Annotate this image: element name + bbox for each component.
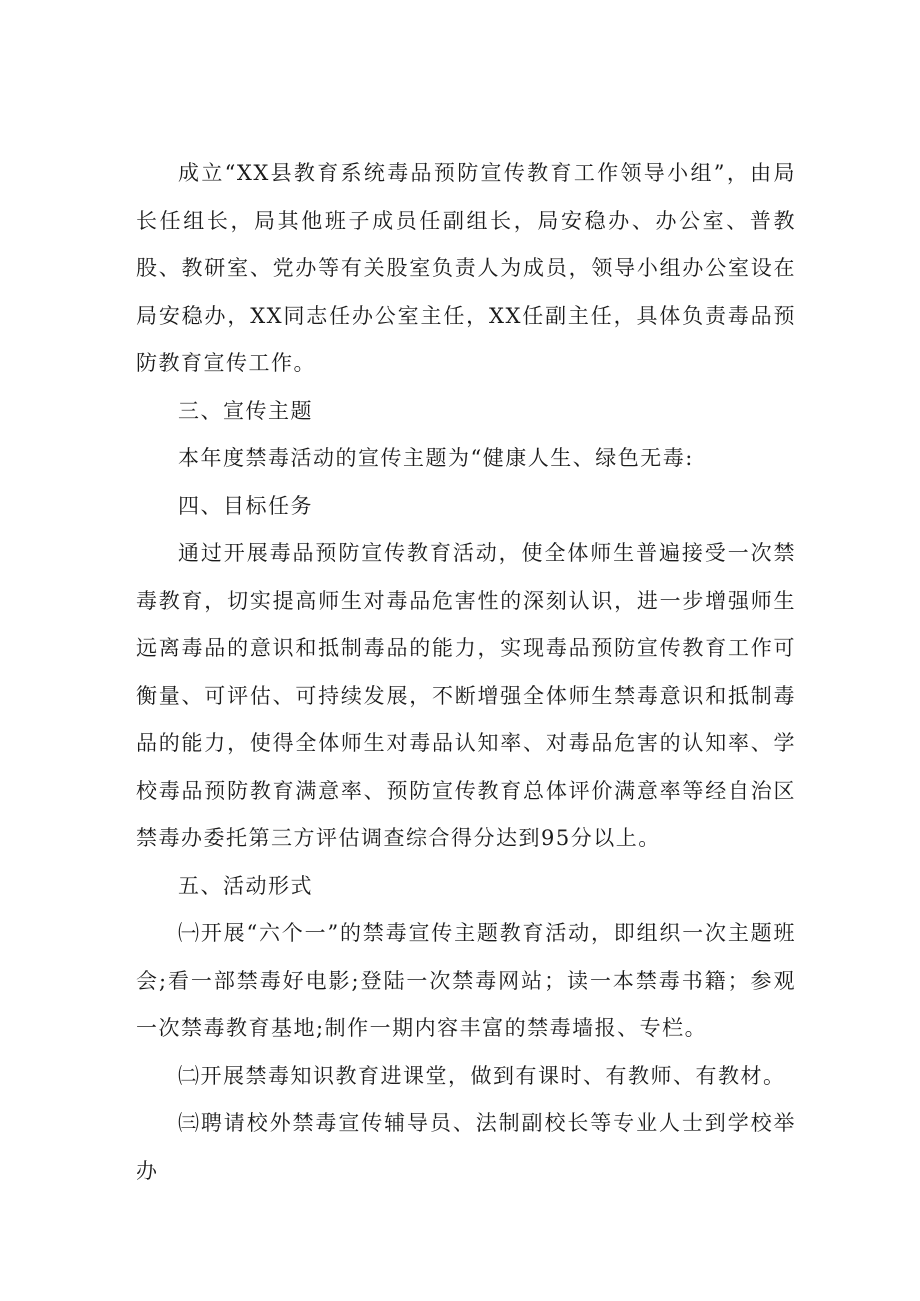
heading-publicity-theme: 三、宣传主题 xyxy=(178,398,313,423)
paragraph-activity-2: ㈡开展禁毒知识教育进课堂，做到有课时、有教师、有教材。 xyxy=(178,1063,786,1088)
heading-goals-tasks: 四、目标任务 xyxy=(178,493,313,518)
paragraph-activity-1: ㈠开展“六个一”的禁毒宣传主题教育活动，即组织一次主题班会;看一部禁毒好电影;登陆一次禁毒网站；读一本禁毒书籍；参观一次禁毒教育基地;制作一期内容丰富的禁毒墙报、专栏。 xyxy=(136,921,796,1040)
paragraph-goals: 通过开展毒品预防宣传教育活动，使全体师生普遍接受一次禁毒教育，切实提高师生对毒品危害性的深刻认识，进一步增强师生远离毒品的意识和抵制毒品的能力，实现毒品预防宣传教育工作可衡量、可评估、可持续发展，不断增强全体师生禁毒意识和抵制毒品的能力，使得全体师生对毒品认知率、对毒品危害的认知率、学校毒品预防教育满意率、预防宣传教育总体评价满意率等经自治区禁毒办委托第三方评估调查综合得分达到95分以上。 xyxy=(136,541,796,850)
paragraph-theme-statement: 本年度禁毒活动的宣传主题为“健康人生、绿色无毒: xyxy=(178,446,694,470)
paragraph-leadership-group: 成立“XX县教育系统毒品预防宣传教育工作领导小组”，由局长任组长，局其他班子成员任副组长，局安稳办、办公室、普教股、教研室、党办等有关股室负责人为成员，领导小组办公室设在局安稳办，XX同志任办公室主任，XX任副主任，具体负责毒品预防教育宣传工作。 xyxy=(136,161,796,375)
document-body xyxy=(136,150,796,1195)
heading-activity-forms: 五、活动形式 xyxy=(178,873,313,898)
paragraph-activity-3: ㈢聘请校外禁毒宣传辅导员、法制副校长等专业人士到学校举办 xyxy=(136,1111,796,1183)
